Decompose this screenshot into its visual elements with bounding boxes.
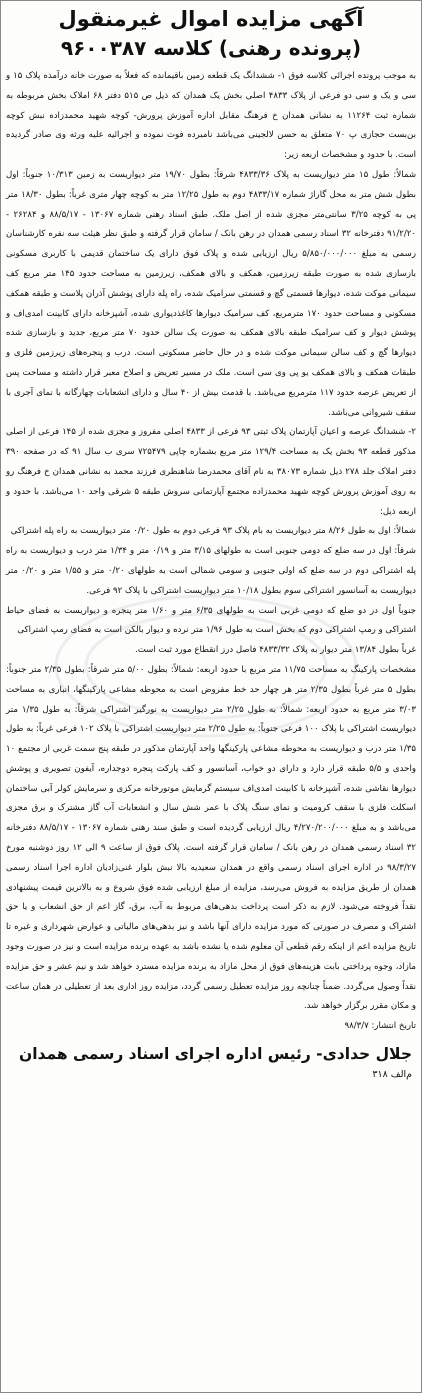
- paragraph-1: به موجب پرونده اجرائی کلاسه فوق ۱- ششدانگ یک قطعه زمین باقیمانده که فعلاً به صورت خانه درآمده پلاک ۱۵ و سی و یک و سی دو فرعی از پلاک ۴۸۳۳ اصلی بخش یک همدان که ذیل ص ۵۱۵ دفتر ۶۸ املاک بخش مربوطه به شماره ثبت ۱۱۲۶۴ به نشانی همدان خ فرهنگ مقابل اداره آموزش پرورش- کوچه شهید محمدزاده نبش کوچه بن‌بست حجازی پ ۷۰ متعلق به حسن لالجینی می‌باشد نامبرده فوت نموده و اجرائیه علیه ورثه وی صادر گردیده است. با حدود و مشخصات اربعه زیر:: [6, 71, 416, 161]
- notice-title: آگهی مزایده اموال غیرمنقول: [58, 7, 364, 31]
- paragraph-4: شمالاً: اول به طول ۸/۲۶ متر دیواریست به بام پلاک ۹۳ فرعی دوم به طول ۰/۲۰ متر دیواریست به راه پله اشتراکی: [10, 526, 416, 537]
- paragraph-5: شرقاً: اول در سه ضلع که دومی جنوبی است به طولهای ۳/۱۵ متر و ۰/۱۹ متر و ۱/۳۴ متر درب و دیواریست به راه پله اشتراکی دوم در سه ضلع که اولی جنوبی و سومی شمالی است به طولهای ۰/۲۰ متر و ۱/۵۵ متر و ۰/۲۰ متر دیواریست به آسانسور اشتراکی سوم بطول ۱۰/۱۸ متر دیواریست اشتراکی با پلاک ۹۲ فرعی.: [6, 546, 416, 596]
- paragraph-2: شمالاً: طول ۱۵ متر دیواریست به پلاک ۴۸۳۳/۳۶ شرقاً: بطول ۱۹/۷۰ متر دیواریست به زمین ۱۰/۳۱۳ جنوباً: اول بطول شش متر به محل گاراژ شماره ۴۸۳۳/۱۷ دوم به طول ۱۲/۲۵ متر به کوچه چهار متری غرباً: بطول ۱۸/۳۰ متر پی به کوچه ۳/۲۵ سانتی‌متر مجزی شده از اصل ملک. طبق اسناد رهنی شماره ۱۳۰۶۷ - ۸۸/۵/۱۷ و ۲۶۲۸۴ - ۹۱/۲/۲۰ دفترخانه ۳۲ اسناد رسمی همدان در رهن بانک / سامان قرار گرفته و طبق نظر هیئت سه نفره کارشناسان رسمی به مبلغ ۵/۸۵۰/۰۰۰/۰۰۰ ریال ارزیابی شده و پلاک فوق دارای یک ساختمان قدیمی با کاربری مسکونی بازسازی شده به صورت طبقه زیرزمین، همکف و بالای همکف، زیرزمین به مساحت حدود ۱۴۵ متر مربع کف سیمانی موکت شده، دیوارها قسمتی گچ و قسمتی سرامیک شده، راه پله دارای پوشش آذران پلاست و طبقه همکف مسکونی و مساحت حدود ۱۷۰ مترمربع، کف سرامیک دیوارها کاغذدیواری شده، آشپزخانه دارای کابینت امدی‌اف و پوشش دیوار و کف سرامیک طبقه بالای همکف به صورت یک سالن حدود ۷۰ متر مربع، جدید و بازسازی شده دیوارها گچ و کف سالن سیمانی موکت شده و در حال حاضر مسکونی است. درب و پنجره‌های زیرزمین فلزی و طبقات همکف و بالای همکف یو پی وی سی است. ملک در مسیر تعریض و اصلاح معبر قرار داشته و مساحت پس از تعریض عرصه حدود ۱۱۷ مترمربع می‌باشد. با قدمت بیش از ۴۰ سال و دارای انشعابات چهارگانه با نمای آجری با سقف شیروانی می‌باشد.: [6, 169, 417, 418]
- paragraph-3: ۲- ششدانگ عرصه و اعیان آپارتمان پلاک ثبتی ۹۳ فرعی از ۴۸۳۳ اصلی مفروز و مجزی شده از ۱۴۵ فرعی از اصلی مذکور قطعه ۹۳ بخش یک به مساحت ۱۲۹/۴ متر مربع بشماره چاپی ۷۲۵۴۷۹ سری ب سال ۹۱ که در صفحه ۳۹۰ دفتر املاک جلد ۲۷۸ ذیل شماره ۳۸۰۷۳ به نام آقای محمدرضا شاهنظری فرزند محمد به نشانی همدان خ فرهنگ رو به روی آموزش پرورش کوچه شهید محمدزاده مجتمع آپارتمانی سروش طبقه ۵ شرقی واحد ۱۰ می‌باشد. با حدود و اربعه ذیل:: [6, 427, 416, 517]
- notice-body: [6, 67, 416, 1037]
- paragraph-7: غرباً بطول ۱۳/۸۴ متر دیوار به پلاک ۴۸۳۳/۳۲ فاصل درز انقطاع مورد ثبت است.: [135, 645, 416, 656]
- paragraph-6: جنوباً اول در دو ضلع که دومی غربی است به طولهای ۶/۳۵ متر و ۱/۶۰ متر پنجره و دیواریست به فضای حیاط اشتراکی و رمپ اشتراکی دوم که بخش است به طول ۱/۹۶ متر نرده و دیوار بالکن است به فضای رمپ اشتراکی: [6, 605, 416, 636]
- signature: جلال حدادی- رئیس اداره اجرای اسناد رسمی همدان: [18, 1045, 412, 1064]
- publish-date: تاریخ انتشار: ۹۸/۳/۷: [344, 1021, 416, 1032]
- notice-subtitle: (پرونده رهنی) کلاسه ۹۶۰۰۳۸۷: [60, 36, 362, 60]
- reference-number: م‌الف ۳۱۸: [372, 1069, 412, 1081]
- paragraph-8: مشخصات پارکینگ به مساحت ۱۱/۷۵ متر مربع با حدود اربعه: شمالاً: بطول ۵/۰۰ متر شرقاً: بطول ۲/۳۵ متر جنوباً: بطول ۵ متر غرباً بطول ۲/۳۵ متر هر چهار حد خط مفروض است به محوطه مشاعی پارکینگها، انباری به مساحت ۳/۰۳ متر مربع به حدود اربعه: شمالاً: به طول ۲/۲۵ متر دیواریست به نورگیر اشتراکی شرقاً: به طول ۱/۳۵ متر دیواریست اشتراکی با پلاک ۱۰۰ فرعی جنوباً: به طول ۲/۲۵ متر دیواریست اشتراکی با پلاک ۱۰۲ فرعی غرباً: به طول ۱/۳۵ متر درب و دیواریست به محوطه مشاعی پارکینگها واحد آپارتمان مذکور در طبقه پنج سمت غربی از مجتمع ۱۰ واحدی و ۵/۵ طبقه قرار دارد و دارای دو خواب، آسانسور و کف پارکت پنجره دوجداره، آیفون تصویری و پوشش دیوارها نقاشی شده، آشپزخانه با کابینت امدی‌اف سیستم گرمایش موتورخانه مرکزی و سرمایش کولر آبی ساختمان اسکلت فلزی با سقف کرومیت و نمای سنگ پلاک با عمر شش سال و انشعابات آب گاز مشترک و برق مجزی می‌باشد و به مبلغ ۴/۲۷۰/۲۰۰/۰۰۰ ریال ارزیابی گردیده است و طبق سند رهنی شماره ۱۳۰۶۷ - ۸۸/۵/۱۷ دفترخانه ۳۲ اسناد رسمی همدان در رهن بانک / سامان قرار گرفته است. پلاک فوق از ساعت ۹ الی ۱۲ روز دوشنبه مورخ ۹۸/۳/۲۷ در اداره اجرای اسناد رسمی واقع در همدان سعیدیه بالا نبش بلوار غنی‌زادیان اداره اجرا اسناد رسمی همدان از طریق مزایده به فروش می‌رسد، مزایده از مبلغ ارزیابی شده فوق شروع و به بالاترین قیمت پیشنهادی نقداً فروخته می‌شود. لازم به ذکر است پرداخت بدهی‌های مربوط به آب، برق، گاز اعم از حق انشعاب و یا حق اشتراک و مصرف در صورتی که مورد مزایده دارای آنها باشد و نیز بدهی‌های مالیاتی و عوارض شهرداری و غیره تا تاریخ مزایده اعم از اینکه رقم قطعی آن معلوم شده یا نشده باشد به عهده برنده مزایده است و نیز در صورت وجود مازاد، وجوه پرداختی بابت هزینه‌های فوق از محل مازاد به برنده مزایده مسترد خواهد شد و نیم عشر و حق مزایده نقداً وصول می‌گردد. ضمناً چنانچه روز مزایده تعطیل رسمی گردد، مزایده روز اداری بعد از تعطیلی در همان ساعت و مکان مقرر برگزار خواهد شد.: [6, 664, 417, 1012]
